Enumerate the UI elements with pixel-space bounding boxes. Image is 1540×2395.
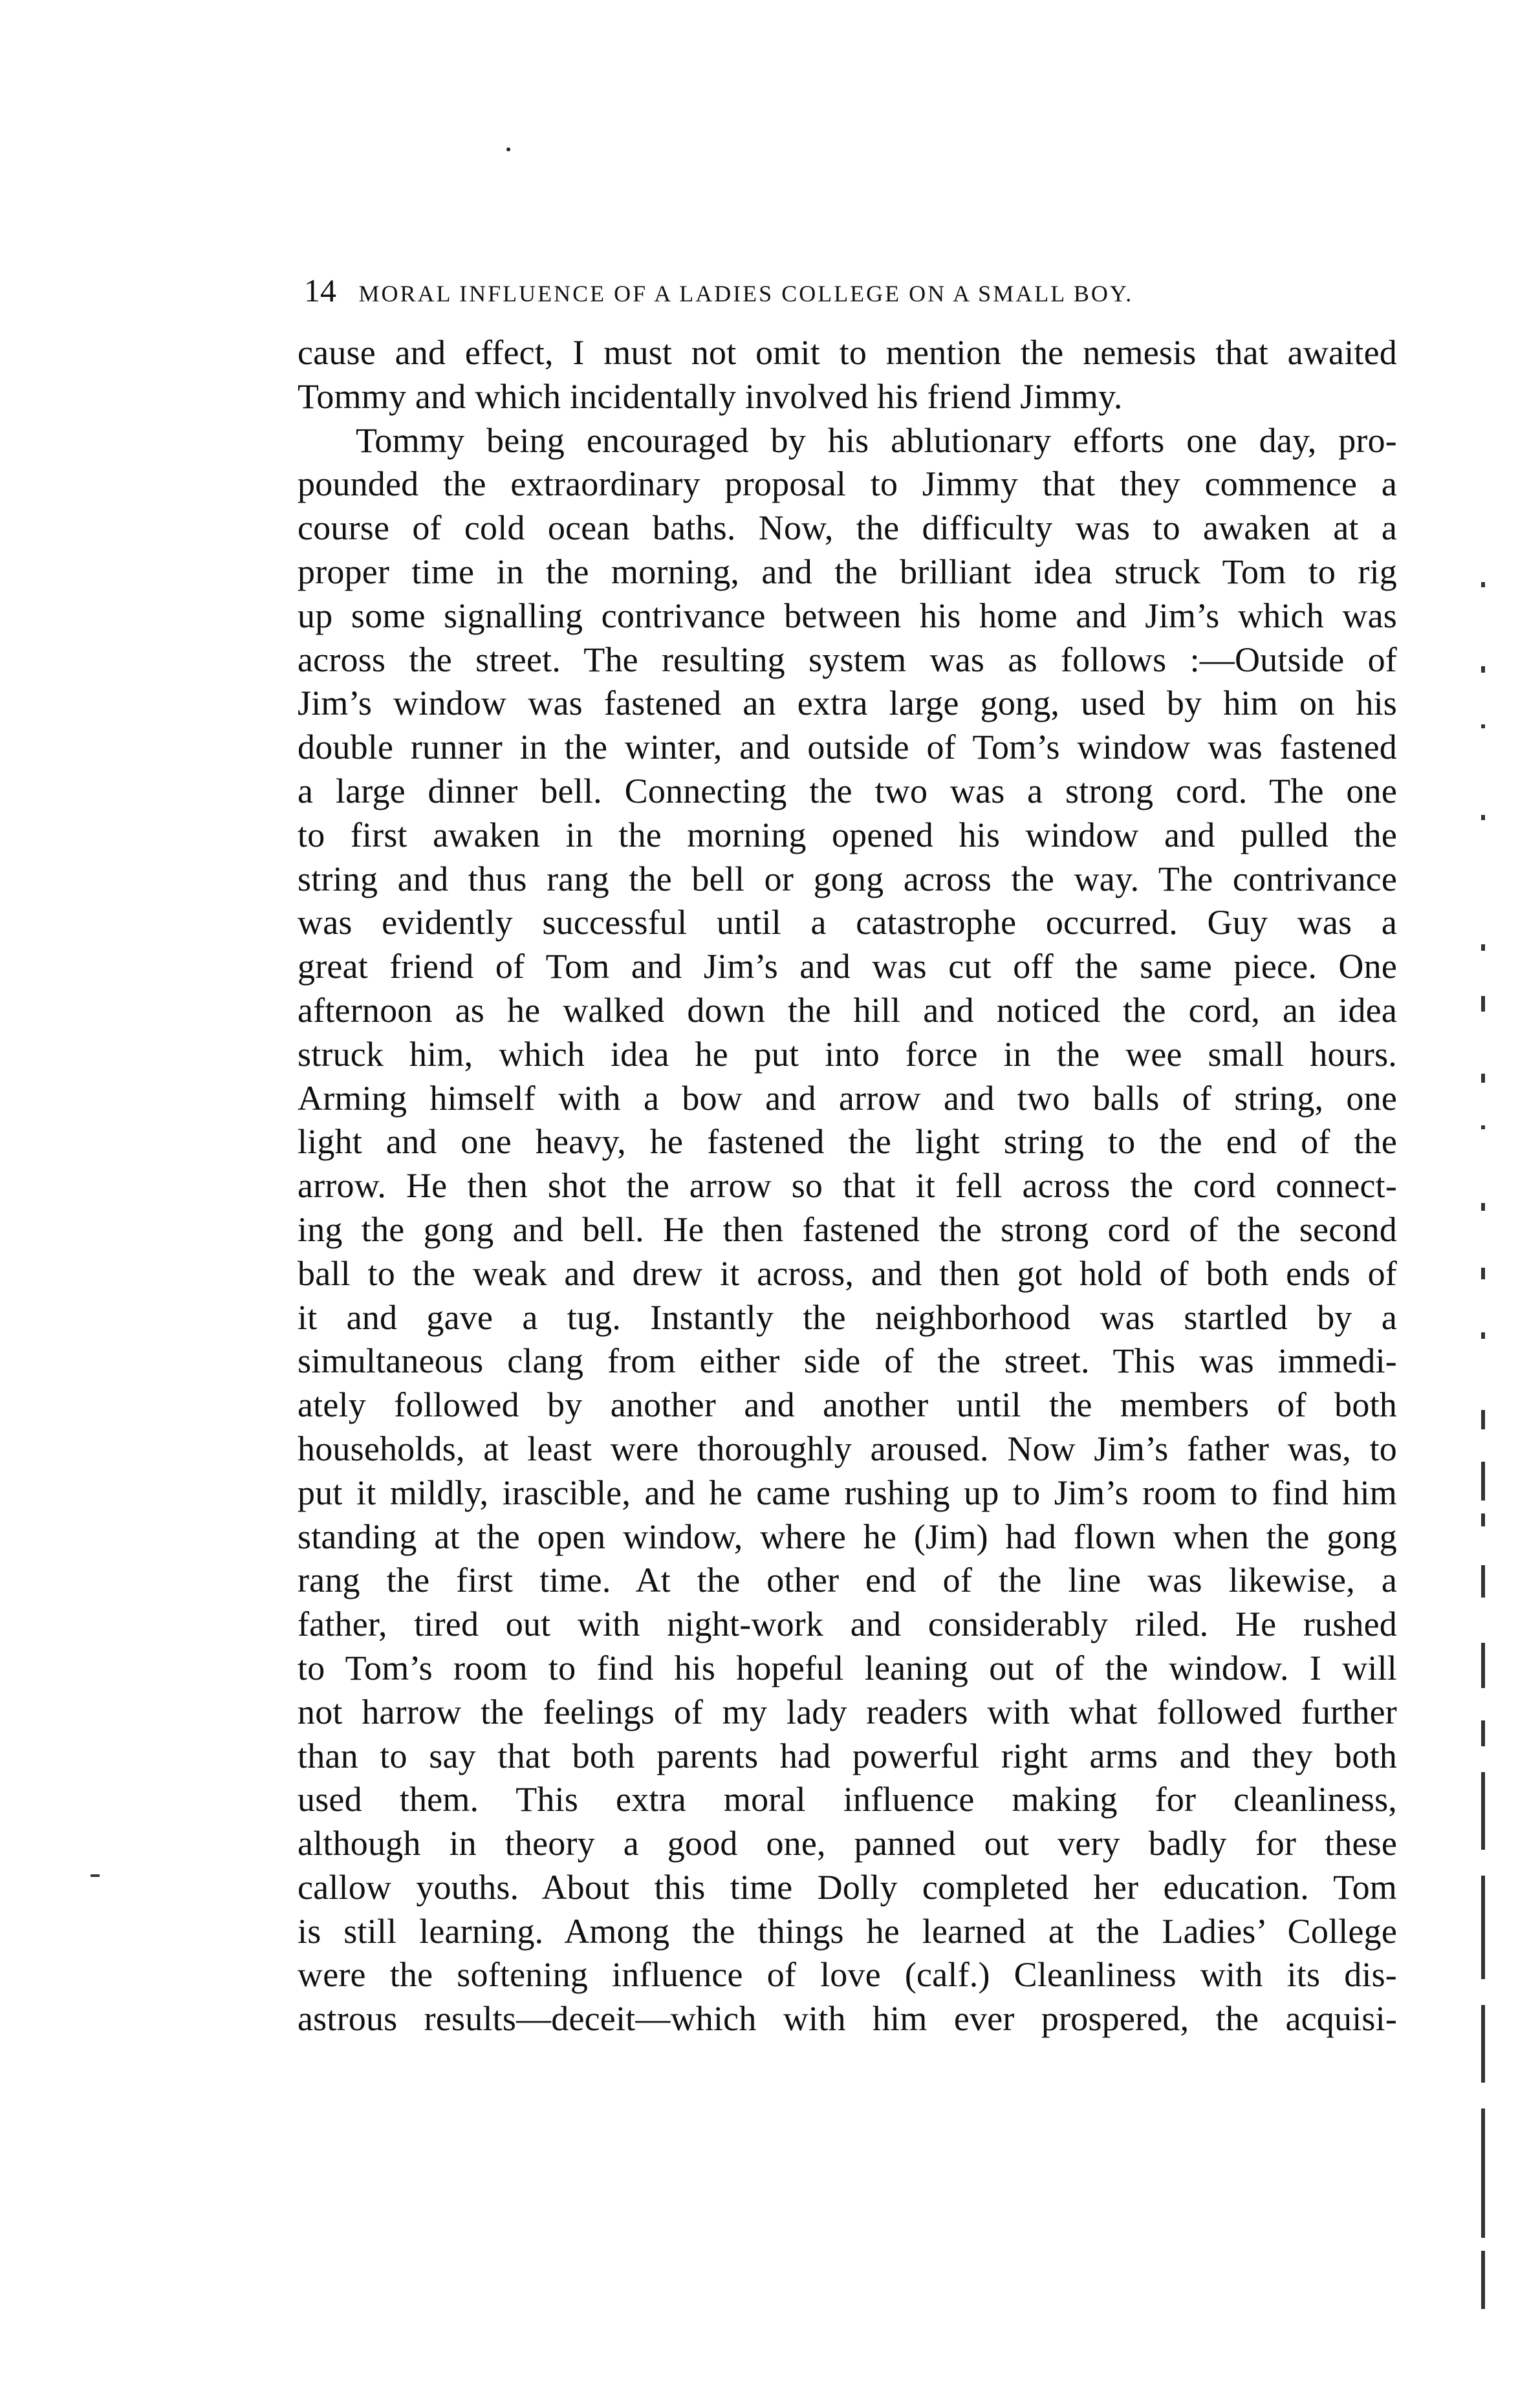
stray-mark <box>506 147 510 151</box>
text-line: was evidently successful until a catastrophe occurred. Guy was a <box>298 903 1397 942</box>
text-line: ately followed by another and another until the members of both <box>298 1385 1397 1425</box>
text-line: than to say that both parents had powerful right arms and they both <box>298 1736 1397 1775</box>
stray-mark <box>91 1874 100 1877</box>
text-line: arrow. He then shot the arrow so that it fell across the cord connect- <box>298 1166 1397 1206</box>
text-line: great friend of Tom and Jim’s and was cut off the same piece. One <box>298 947 1397 986</box>
text-line: light and one heavy, he fastened the light string to the end of the <box>298 1122 1397 1162</box>
text-line: across the street. The resulting system was as follows :—Outside of <box>298 640 1397 679</box>
text-line: it and gave a tug. Instantly the neighborhood was startled by a <box>298 1297 1397 1337</box>
text-line: households, at least were thoroughly aroused. Now Jim’s father was, to <box>298 1429 1397 1468</box>
binding-margin-marks <box>1481 582 1507 2328</box>
text-line: up some signalling contrivance between his home and Jim’s which was <box>298 596 1397 635</box>
text-line: pounded the extraordinary proposal to Jimmy that they commence a <box>298 464 1397 504</box>
text-line: afternoon as he walked down the hill and noticed the cord, an idea <box>298 990 1397 1030</box>
text-line: father, tired out with night-work and considerably riled. He rushed <box>298 1605 1397 1644</box>
text-line: standing at the open window, where he (Jim) had flown when the gong <box>298 1517 1397 1556</box>
text-line: Tommy and which incidentally involved his friend Jimmy. <box>298 376 1123 416</box>
text-line: ball to the weak and drew it across, and then got hold of both ends of <box>298 1253 1397 1293</box>
page-number: 14 <box>304 272 336 309</box>
running-head: MORAL INFLUENCE OF A LADIES COLLEGE ON A SMALL BOY. <box>358 281 1134 307</box>
text-line: struck him, which idea he put into force in the wee small hours. <box>298 1034 1397 1074</box>
body-text <box>298 331 1397 2041</box>
text-line: double runner in the winter, and outside of Tom’s window was fastened <box>298 728 1397 767</box>
text-line: put it mildly, irascible, and he came rushing up to Jim’s room to find him <box>298 1473 1397 1512</box>
text-line: to Tom’s room to find his hopeful leaning out of the window. I will <box>298 1648 1397 1687</box>
text-line: Tommy being encouraged by his ablutionary efforts one day, pro- <box>356 420 1397 460</box>
text-line: a large dinner bell. Connecting the two was a strong cord. The one <box>298 771 1397 810</box>
text-line: callow youths. About this time Dolly completed her education. Tom <box>298 1867 1397 1907</box>
text-line: astrous results—deceit—which with him ever prospered, the acquisi- <box>298 1999 1397 2039</box>
text-line: not harrow the feelings of my lady readers with what followed further <box>298 1692 1397 1731</box>
text-line: cause and effect, I must not omit to mention the nemesis that awaited <box>298 333 1397 372</box>
text-line: is still learning. Among the things he learned at the Ladies’ College <box>298 1911 1397 1951</box>
text-line: although in theory a good one, panned out very badly for these <box>298 1824 1397 1863</box>
text-line: rang the first time. At the other end of the line was likewise, a <box>298 1561 1397 1600</box>
text-line: to first awaken in the morning opened his window and pulled the <box>298 815 1397 854</box>
text-line: were the softening influence of love (calf.) Cleanliness with its dis- <box>298 1955 1397 1995</box>
text-line: string and thus rang the bell or gong across the way. The contrivance <box>298 859 1397 898</box>
text-line: proper time in the morning, and the brilliant idea struck Tom to rig <box>298 552 1397 591</box>
page-header <box>304 272 1404 309</box>
text-line: Arming himself with a bow and arrow and two balls of string, one <box>298 1078 1397 1118</box>
text-line: simultaneous clang from either side of the street. This was immedi- <box>298 1341 1397 1381</box>
text-line: ing the gong and bell. He then fastened the strong cord of the second <box>298 1209 1397 1249</box>
text-line: course of cold ocean baths. Now, the difficulty was to awaken at a <box>298 508 1397 548</box>
text-line: used them. This extra moral influence making for cleanliness, <box>298 1780 1397 1819</box>
text-line: Jim’s window was fastened an extra large gong, used by him on his <box>298 684 1397 723</box>
